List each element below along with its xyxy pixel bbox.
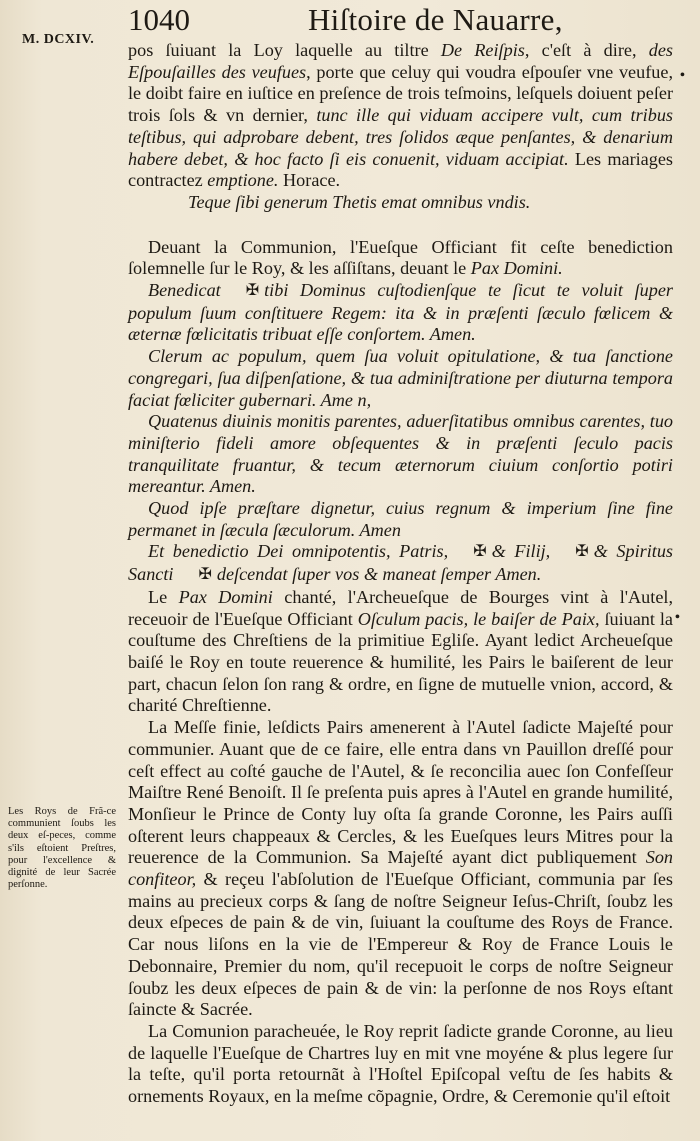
paragraph-pax: Le Pax Domini chanté, l'Archeueſque de Bourges vint à l'Autel, receuoir de l'Eueſque Officiant Oſculum pacis, le baiſer de Paix, ſuiuant la couſtume des Chreſtiens de la primitiue Egliſe. Ayant ledict Archeueſque baiſé le Roy en toute reuerence & humilité, les Pairs le baiſerent de leur part, chacun ſelon ſon rang & ordre, en ſigne de mutuelle vnion, accord, & charité Chreſtienne. xyxy=(128,586,674,716)
main-text xyxy=(128,40,673,1108)
margin-note: Les Roys de Frã-ce communient ſoubs les deux eſ-peces, comme s'ils eſtoient Preſtres, pour l'excellence & dignité de leur Sacrée perſonne. xyxy=(8,806,116,891)
benediction-2: Clerum ac populum, quem ſua voluit opitulatione, & tua ſanctione congregari, ſua diſpenſatione, & tua adminiſtratione per diuturna tempora faciat fœliciter gubernari. Ame n, xyxy=(128,346,673,410)
verse-quote: Teque ſibi generum Thetis emat omnibus vndis. xyxy=(188,191,531,212)
cross-icon: ✠ xyxy=(245,282,260,300)
cross-icon: ✠ xyxy=(575,543,589,561)
paragraph-law: pos ſuiuant la Loy laquelle au tiltre De Reiſpis, c'eſt à dire, des Eſpouſailles des veufues, porte que celuy qui voudra eſpouſer vne veufue, le doibt faire en iuſtice en preſence de trois teſmoins, leſquels doiuent peſer trois ſols & vn dernier, tunc ille qui viduam accipere vult, cum tribus teſtibus, qui adprobare debent, tres ſolidos æque penſantes, & denarium habere debet, & hoc facto ſi eis conuenit, viduam accipiat. Les mariages contractez emptione. Horace. xyxy=(128,40,673,191)
benediction-5: Et benedictio Dei omnipotentis, Patris, ✠ & Filij, ✠ & Spiritus Sancti ✠ deſcendat ſuper vos & maneat ſemper Amen. xyxy=(128,541,674,585)
cross-icon: ✠ xyxy=(473,543,487,561)
paragraph-communion: La Meſſe finie, leſdicts Pairs amenerent à l'Autel ſadicte Majeſté pour communier. Auant que de ce faire, elle entra dans vn Pauillon dreſſé pour ceſt effect au coſté gauche de l'Autel, & ſe reconcilia auec ſon Confeſſeur Maiſtre René Benoiſt. Il ſe preſenta puis apres à l'Autel en grande humilité, Monſieur le Prince de Conty luy oſta ſa grande Coronne, les Pairs auſſi oſterent leurs chappeaux & Cercles, & les Eueſques leurs Mitres pour la reuerence de la Communion. Sa Majeſté ayant dict publiquement Son confiteor, & reçeu l'abſolution de l'Eueſque Officiant, communia par ſes mains au precieux corps & ſang de noſtre Seigneur Ieſus-Chriſt, ſoubz les deux eſpeces de pain & de vin, ſuiuant la couſtume des Roys de France. Car nous liſons en la vie de l'Empereur & Roy de France Louis le Debonnaire, Premier du nom, qu'il recepuoit le corps de noſtre Seigneur ſoubz les deux eſpeces de pain & de vin: la perſonne de nos Roys eſtant ſaincte & Sacrée. xyxy=(128,717,673,1020)
benediction-1: Benedicat ✠ tibi Dominus cuſtodienſque te ſicut te voluit ſuper populum ſuum conſtituere Regem: ita & in præſenti ſæculo fœlicem & æternæ fœlicitatis tribuat eſſe conſortem. Amen. xyxy=(128,280,673,345)
running-title: Hiſtoire de Nauarre, xyxy=(308,2,563,37)
page-number: 1040 xyxy=(128,2,190,37)
paragraph-benediction-intro: Deuant la Communion, l'Eueſque Officiant fit ceſte benediction ſolemnelle ſur le Roy, & les aſſiſtans, deuant le Pax Domini. xyxy=(128,236,673,279)
cross-icon: ✠ xyxy=(198,566,212,584)
year-marker: M. DCXIV. xyxy=(22,32,95,47)
margin-bullet: • xyxy=(680,68,685,83)
benediction-4: Quod ipſe præſtare dignetur, cuius regnum & imperium ſine fine permanet in ſæcula ſæculorum. Amen xyxy=(128,498,673,540)
benediction-3: Quatenus diuinis monitis parentes, aduerſitatibus omnibus carentes, tuo miniſterio fideli amore obſequentes & in præſenti ſeculo pacis tranquilitate fruantur, & tecum æternorum ciuium conſortio potiri mereantur. Amen. xyxy=(128,411,673,497)
paragraph-crown: La Comunion paracheuée, le Roy reprit ſadicte grande Coronne, au lieu de laquelle l'Eueſque de Chartres luy en mit vne moyéne & plus legere ſur la teſte, qu'il porta retournãt à l'Hoſtel Epiſcopal veſtu de ſes habits & ornements Royaux, en la meſme cõpagnie, Ordre, & Ceremonie qu'il eſtoit xyxy=(128,1020,673,1107)
margin-bullet: • xyxy=(675,610,680,625)
